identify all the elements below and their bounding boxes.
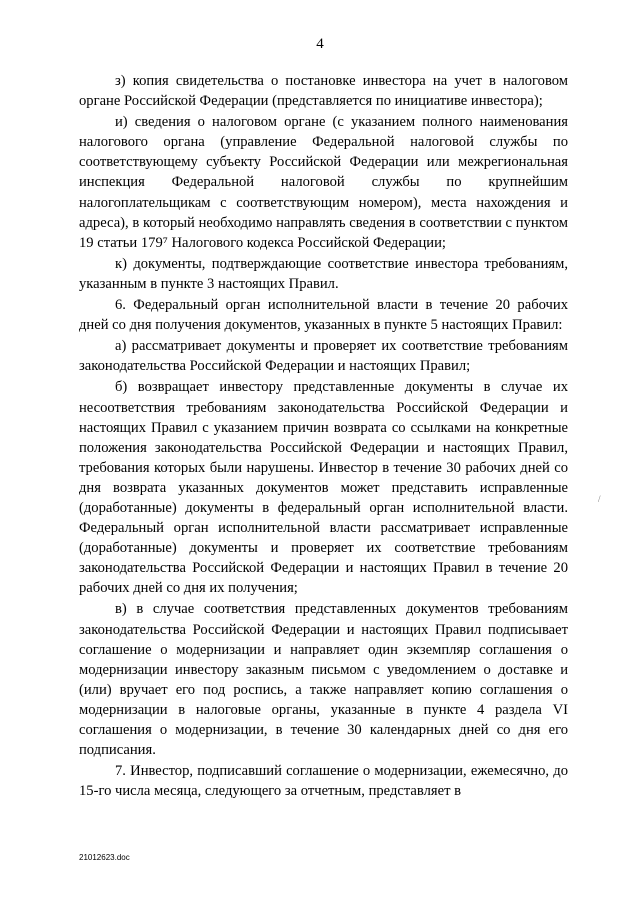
document-body (79, 71, 568, 801)
page-number: 4 (316, 36, 324, 52)
paragraph-6a: а) рассматривает документы и проверяет их соответствие требованиям законодательства Российской Федерации и настоящих Правил; (79, 338, 568, 375)
paragraph-k: к) документы, подтверждающие соответствие инвестора требованиям, указанным в пункте 3 настоящих Правил. (79, 255, 568, 292)
margin-mark: / (598, 494, 601, 504)
paragraph-i: и) сведения о налоговом органе (с указанием полного наименования налогового органа (управление Федеральной налоговой службы по соответствующему субъекту Российской Федерации или межрегиональная инспекция Федеральной налоговой службы по крупнейшим налогоплательщикам с соответствующим номером), места нахождения и адреса), в который необходимо направлять сведения в соответствии с пунктом 19 статьи 179⁷ Налогового кодекса Российской Федерации; (79, 114, 568, 251)
file-code: 21012623.doc (79, 853, 130, 862)
paragraph-7: 7. Инвестор, подписавший соглашение о модернизации, ежемесячно, до 15-го числа месяца, следующего за отчетным, представляет в (79, 763, 568, 800)
paragraph-6b: б) возвращает инвестору представленные документы в случае их несоответствия требованиям законодательства Российской Федерации и настоящих Правил с указанием причин возврата со ссылками на конкретные положения законодательства Российской Федерации и настоящих Правил, требования которых были нарушены. Инвестор в течение 30 рабочих дней со дня возврата указанных документов может представить исправленные (доработанные) документы в федеральный орган исполнительной власти. Федеральный орган исполнительной власти рассматривает исправленные (доработанные) документы и проверяет их соответствие требованиям законодательства Российской Федерации и настоящих Правил в течение 20 рабочих дней со дня их получения; (79, 379, 568, 597)
paragraph-6v: в) в случае соответствия представленных документов требованиям законодательства Российской Федерации и настоящих Правил подписывает соглашение о модернизации и направляет один экземпляр соглашения о модернизации инвестору заказным письмом с уведомлением о доставке и (или) вручает его под роспись, а также направляет копию соглашения о модернизации в налоговые органы, указанные в пункте 4 раздела VI соглашения о модернизации, в течение 30 календарных дней со дня его подписания. (79, 601, 568, 759)
paragraph-z: з) копия свидетельства о постановке инвестора на учет в налоговом органе Российской Федерации (представляется по инициативе инвестора); (79, 73, 568, 110)
paragraph-6: 6. Федеральный орган исполнительной власти в течение 20 рабочих дней со дня получения документов, указанных в пункте 5 настоящих Правил: (79, 297, 568, 334)
